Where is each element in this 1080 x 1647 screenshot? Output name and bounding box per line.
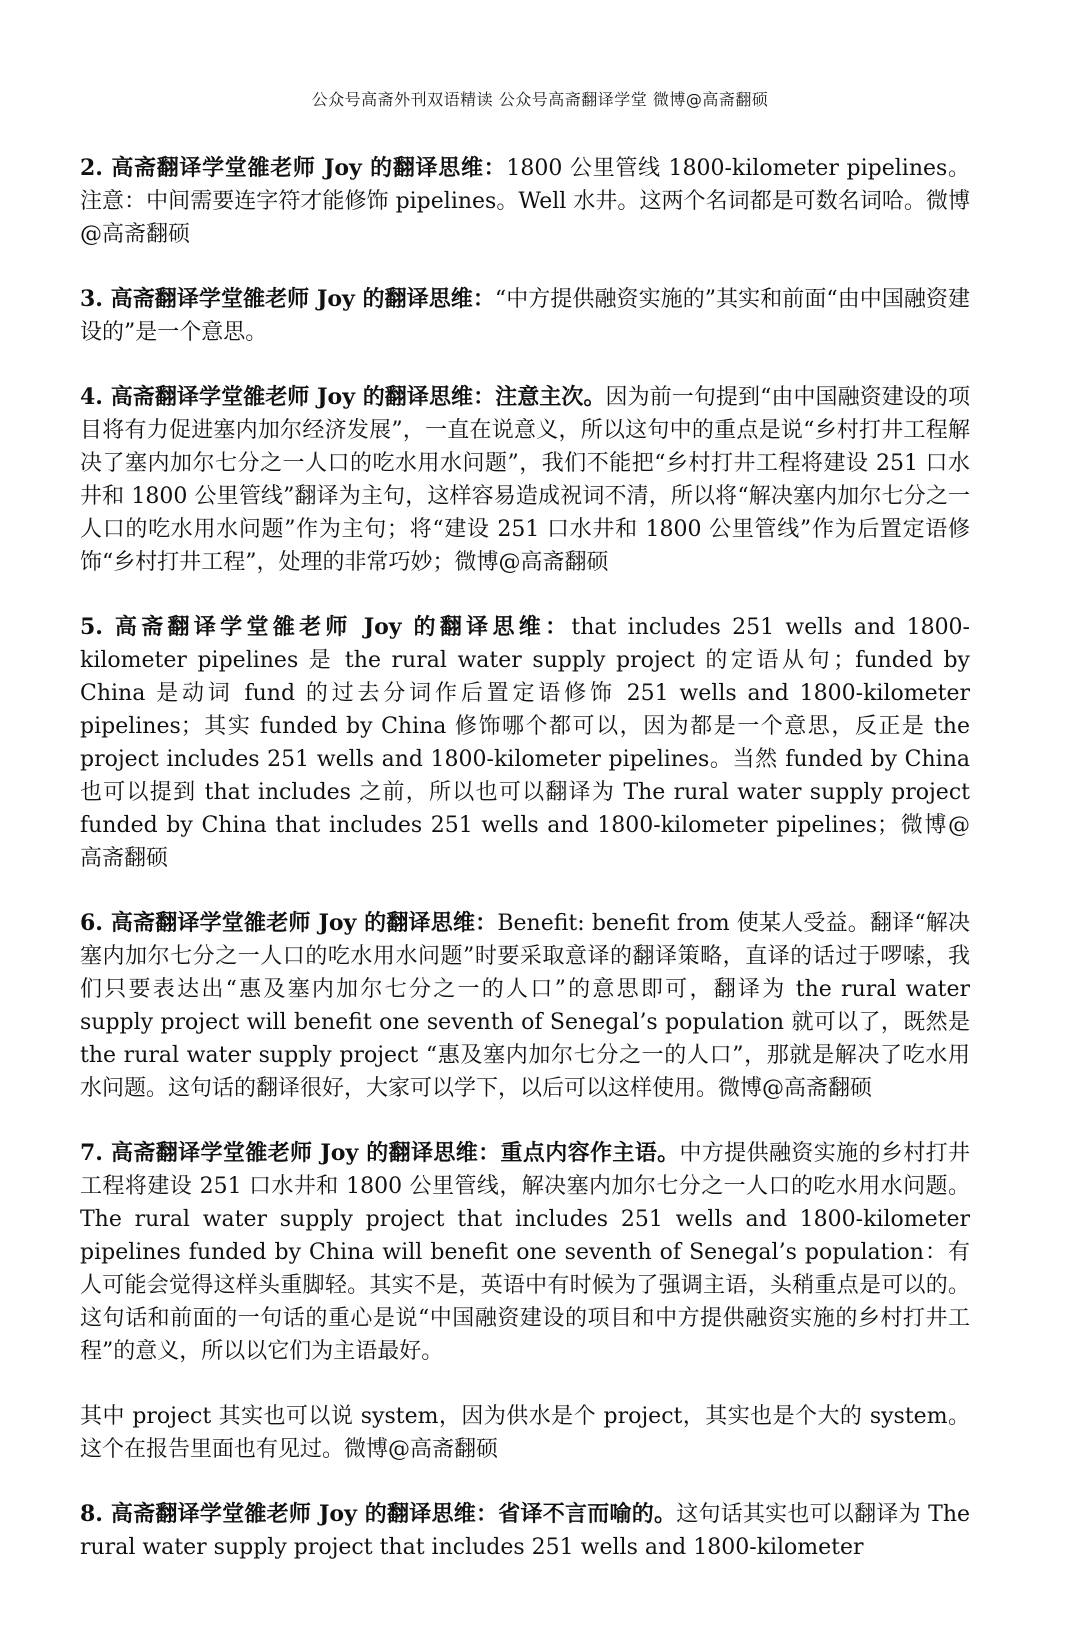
paragraph-heading: 8. 高斋翻译学堂雒老师 Joy 的翻译思维：省译不言而喻的。 xyxy=(80,1501,677,1527)
paragraph-text: Benefit: benefit from 使某人受益。翻译“解决塞内加尔七分之一人口的吃水用水问题”时要采取意译的翻译策略，直译的话过于啰嗦，我们只要表达出“惠及塞内加尔七分之一的人口”的意思即可，翻译为 the rural water supply project will benefit one seventh of Senegal’s population 就可以了，既然是 the rural water supply project “惠及塞内加尔七分之一的人口”，那就是解决了吃水用水问题。这句话的翻译很好，大家可以学下，以后可以这样使用。微博@高斋翻硕 xyxy=(80,911,970,1101)
paragraph-text: 这句话其实也可以翻译为 The rural water supply project that includes 251 wells and 1800-kilometer xyxy=(80,1502,971,1560)
paragraph-text: 中方提供融资实施的乡村打井工程将建设 251 口水井和 1800 公里管线，解决塞内加尔七分之一人口的吃水用水问题。The rural water supply project that includes 251 wells and 1800-kilometer pipelines funded by China will benefit one seventh of Senegal’s population：有人可能会觉得这样头重脚轻。其实不是，英语中有时候为了强调主语，头稍重点是可以的。这句话和前面的一句话的重心是说“中国融资建设的项目和中方提供融资实施的乡村打井工程”的意义，所以以它们为主语最好。 xyxy=(80,1141,970,1364)
paragraph-5 xyxy=(80,611,970,875)
paragraph-text: “中方提供融资实施的”其实和前面“由中国融资建设的”是一个意思。 xyxy=(80,287,971,345)
paragraph-4 xyxy=(80,381,970,579)
paragraph-8 xyxy=(80,1498,970,1564)
paragraph-heading: 3. 高斋翻译学堂雒老师 Joy 的翻译思维： xyxy=(80,286,495,312)
page-header: 公众号高斋外刊双语精读 公众号高斋翻译学堂 微博@高斋翻硕 xyxy=(311,90,769,109)
document-body xyxy=(80,152,970,1596)
paragraph-heading: 2. 高斋翻译学堂雒老师 Joy 的翻译思维： xyxy=(80,155,507,181)
paragraph-heading: 5. 高斋翻译学堂雒老师 Joy 的翻译思维： xyxy=(80,614,572,640)
paragraph-heading: 6. 高斋翻译学堂雒老师 Joy 的翻译思维： xyxy=(80,910,498,936)
paragraph-heading: 7. 高斋翻译学堂雒老师 Joy 的翻译思维：重点内容作主语。 xyxy=(80,1140,680,1166)
paragraph-3 xyxy=(80,283,970,349)
paragraph-text: 1800 公里管线 1800-kilometer pipelines。注意：中间需要连字符才能修饰 pipelines。Well 水井。这两个名词都是可数名词哈。微博@高斋翻硕 xyxy=(80,156,971,247)
paragraph-7-note xyxy=(80,1400,970,1466)
paragraph-text: that includes 251 wells and 1800-kilometer pipelines 是 the rural water supply project 的定语从句；funded by China 是动词 fund 的过去分词作后置定语修饰 251 wells and 1800-kilometer pipelines；其实 funded by China 修饰哪个都可以，因为都是一个意思，反正是 the project includes 251 wells and 1800-kilometer pipelines。当然 funded by China 也可以提到 that includes 之前，所以也可以翻译为 The rural water supply project funded by China that includes 251 wells and 1800-kilometer pipelines；微博@高斋翻硕 xyxy=(80,615,970,871)
paragraph-heading: 4. 高斋翻译学堂雒老师 Joy 的翻译思维：注意主次。 xyxy=(80,384,606,410)
paragraph-text: 其中 project 其实也可以说 system，因为供水是个 project，其实也是个大的 system。这个在报告里面也有见过。微博@高斋翻硕 xyxy=(80,1404,970,1462)
paragraph-7 xyxy=(80,1137,970,1368)
paragraph-2 xyxy=(80,152,970,251)
paragraph-text: 因为前一句提到“由中国融资建设的项目将有力促进塞内加尔经济发展”，一直在说意义，所以这句中的重点是说“乡村打井工程解决了塞内加尔七分之一人口的吃水用水问题”，我们不能把“乡村打井工程将建设 251 口水井和 1800 公里管线”翻译为主句，这样容易造成祝词不清，所以将“解决塞内加尔七分之一人口的吃水用水问题”作为主句；将“建设 251 口水井和 1800 公里管线”作为后置定语修饰“乡村打井工程”，处理的非常巧妙；微博@高斋翻硕 xyxy=(80,385,971,575)
paragraph-6 xyxy=(80,907,970,1105)
